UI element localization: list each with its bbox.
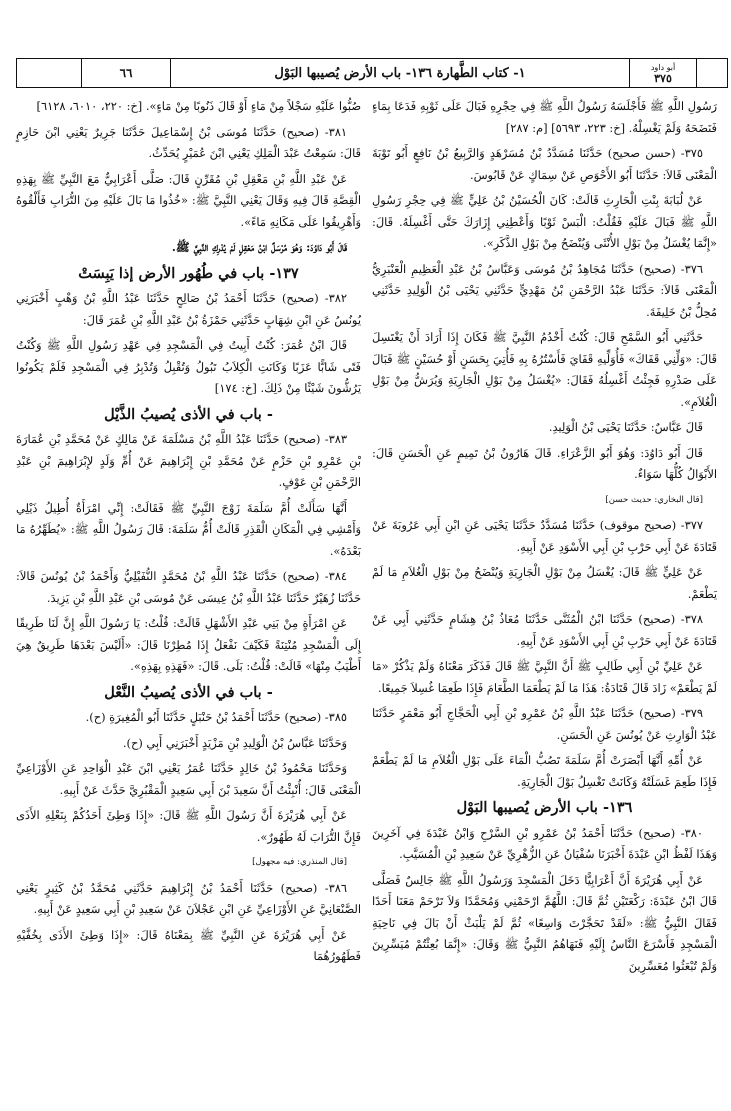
hadith-385: ٣٨٥- (صحيح) حَدَّثَنَا أَحْمَدُ بْنُ حَنْبَلٍ حَدَّثَنَا أَبُو الْمُغِيرَةِ (ح). (85, 710, 347, 724)
hadith-382: ٣٨٢- (صحيح) حَدَّثَنَا أَحْمَدُ بْنُ صَالِحٍ حَدَّثَنَا عَبْدُ اللَّهِ بْنُ وَهْبٍ أَخْبَرَنِي يُونُسُ عَنِ ابْنِ شِهَابٍ حَدَّثَنِي حَمْزَةُ بْنُ عَبْدِ اللَّهِ بْنِ عُمَرَ قَالَ: (16, 291, 361, 327)
hadith-377: ٣٧٧- (صحيح موقوف) حَدَّثَنَا مُسَدَّدٌ حَدَّثَنَا يَحْيَى عَنِ ابْنِ أَبِي عَرُوبَةَ عَنْ قَتَادَةَ عَنْ أَبِي حَرْبِ بْنِ أَبِي الأَسْوَدِ عَنْ أَبِيهِ. (372, 518, 717, 554)
paragraph: عَنْ أَبِي هُرَيْرَةَ عَنِ النَّبِيِّ ﷺ بِمَعْنَاهُ قَالَ: «إِذَا وَطِئَ الأَذَى بِخُفَّيْهِ فَطَهُورُهُمَا (16, 927, 361, 963)
hadith-378: ٣٧٨- (صحيح) حَدَّثَنَا ابْنُ الْمُثَنَّى حَدَّثَنَا مُعَاذُ بْنُ هِشَامٍ حَدَّثَنِي أَبِي عَنْ قَتَادَةَ عَنْ أَبِي حَرْبِ بْنِ أَبِي الأَسْوَدِ عَنْ أَبِيهِ. (372, 612, 717, 648)
left-column (16, 96, 361, 972)
chapter-heading-hem: - باب في الأذى يُصيبُ الذَّيْل (104, 405, 273, 423)
paragraph: عَنِ امْرَأَةٍ مِنْ بَنِي عَبْدِ الأَشْهَلِ قَالَتْ: قُلْتُ: يَا رَسُولَ اللَّهِ إِنَّ لَنَا طَرِيقًا إِلَى الْمَسْجِدِ مُنْتِنَةً فَكَيْفَ نَفْعَلُ إِذَا مُطِرْنَا قَالَ: «أَلَيْسَ بَعْدَهَا طَرِيقٌ هِيَ أَطْيَبُ مِنْهَا» قَالَتْ: قُلْتُ: بَلَى. قَالَ: «فَهَذِهِ بِهَذِهِ». (16, 616, 361, 673)
hadith-376: ٣٧٦- (صحيح) حَدَّثَنَا مُجَاهِدُ بْنُ مُوسَى وَعَبَّاسُ بْنُ عَبْدِ الْعَظِيمِ الْعَنْبَرِيُّ الْمَعْنَى قَالاَ: حَدَّثَنَا عَبْدُ الرَّحْمَنِ بْنُ مَهْدِيٍّ حَدَّثَنِي يَحْيَى بْنُ الْوَلِيدِ حَدَّثَنِي مُحِلُّ بْنُ خَلِيفَةَ. (372, 261, 717, 319)
paragraph: أَنَّهَا سَأَلَتْ أُمَّ سَلَمَةَ زَوْجَ النَّبِيِّ ﷺ فَقَالَتْ: إِنِّي امْرَأَةٌ أُطِيلُ ذَيْلِي وَأَمْشِي فِي الْمَكَانِ الْقَذِرِ قَالَتْ أُمُّ سَلَمَةَ: قَالَ رَسُولُ اللَّهِ ﷺ: «يُطَهِّرُهُ مَا بَعْدَهُ». (16, 500, 361, 558)
abu-dawud-comment: قَالَ أَبُو دَاوُدَ: وَهُوَ مُرْسَلٌ ابْنُ مَعْقِلٍ لَمْ يُدْرِكِ النَّبِيَّ ﷺ. (171, 240, 347, 254)
paragraph: حَدَّثَنِي أَبُو السَّمْحِ قَالَ: كُنْتُ أَخْدُمُ النَّبِيَّ ﷺ فَكَانَ إِذَا أَرَادَ أَنْ يَغْتَسِلَ قَالَ: «وَلِّنِي قَفَاكَ» فَأُوَلِّيهِ قَفَايَ فَأَسْتُرُهُ بِهِ فَأُتِيَ بِحَسَنٍ أَوْ حُسَيْنٍ ﷺ فَبَالَ عَلَى صَدْرِهِ فَجِئْتُ أَغْسِلُهُ فَقَالَ: «يُغْسَلُ مِنْ بَوْلِ الْجَارِيَةِ وَيُرَشُّ مِنْ بَوْلِ الْغُلاَمِ». (372, 330, 717, 409)
paragraph: عَنْ عَبْدِ اللَّهِ بْنِ مَعْقِلِ بْنِ مُقَرِّنٍ قَالَ: صَلَّى أَعْرَابِيٌّ مَعَ النَّبِيِّ ﷺ بِهَذِهِ الْقِصَّةِ قَالَ فِيهِ وَقَالَ يَعْنِي النَّبِيَّ ﷺ: «خُذُوا مَا بَالَ عَلَيْهِ مِنَ التُّرَابِ فَأَلْقُوهُ وَأَهْرِيقُوا عَلَى مَكَانِهِ مَاءً». (16, 171, 361, 229)
paragraph: عَنْ عَلِيِّ بْنِ أَبِي طَالِبٍ ﷺ أَنَّ النَّبِيَّ ﷺ قَالَ فَذَكَرَ مَعْنَاهُ وَلَمْ يَذْكُرْ «مَا لَمْ يَطْعَمْ» زَادَ قَالَ قَتَادَةُ: هَذَا مَا لَمْ يَطْعَمَا الطَّعَامَ فَإِذَا طَعِمَا غُسِلاَ جَمِيعًا. (372, 659, 717, 695)
page-number: ٦٦ (81, 59, 170, 87)
paragraph: صُبُّوا عَلَيْهِ سَجْلاً مِنْ مَاءٍ أَوْ قَالَ ذَنُوبًا مِنْ مَاءٍ». [خ: ٢٢٠، ٦٠١٠، ٦١٢٨] (36, 99, 361, 113)
chapter-heading-sandal: - باب في الأذى يُصيبُ النَّعْل (104, 683, 273, 701)
hadith-383: ٣٨٣- (صحيح) حَدَّثَنَا عَبْدُ اللَّهِ بْنُ مَسْلَمَةَ عَنْ مَالِكٍ عَنْ مُحَمَّدِ بْنِ عُمَارَةَ بْنِ عَمْرِو بْنِ حَزْمٍ عَنْ مُحَمَّدِ بْنِ إِبْرَاهِيمَ عَنْ أُمِّ وَلَدٍ لإِبْرَاهِيمَ بْنِ عَبْدِ الرَّحْمَنِ بْنِ عَوْفٍ. (16, 432, 361, 489)
abu-dawud-comment: قَالَ أَبُو دَاوُدَ: وَهُوَ أَبُو الزَّعْرَاءِ. قَالَ هَارُونُ بْنُ تَمِيمٍ عَنِ الْحَسَنِ قَالَ: الأَبْوَالُ كُلُّهَا سَوَاءٌ. (372, 445, 717, 481)
paragraph: رَسُولِ اللَّهِ ﷺ فَأَجْلَسَهُ رَسُولُ اللَّهِ ﷺ فِي حِجْرِهِ فَبَالَ عَلَى ثَوْبِهِ فَدَعَا بِمَاءٍ فَنَضَحَهُ وَلَمْ يَغْسِلْهُ. [خ: ٢٢٣، ٥٦٩٣] [م: ٢٨٧] (372, 99, 717, 135)
paragraph: وَحَدَّثَنَا مَحْمُودُ بْنُ خَالِدٍ حَدَّثَنَا عُمَرُ يَعْنِي ابْنَ عَبْدِ الْوَاحِدِ عَنِ الأَوْزَاعِيِّ الْمَعْنَى قَالَ: أُنْبِئْتُ أَنَّ سَعِيدَ بْنَ أَبِي سَعِيدٍ الْمَقْبُرِيَّ حَدَّثَ عَنْ أَبِيهِ. (16, 761, 361, 797)
hadith-range: ٣٧٥ (654, 72, 672, 85)
paragraph: عَنْ لُبَابَةَ بِنْتِ الْحَارِثِ قَالَتْ: كَانَ الْحُسَيْنُ بْنُ عَلِيٍّ ﷺ فِي حِجْرِ رَسُولِ اللَّهِ ﷺ فَبَالَ عَلَيْهِ فَقُلْتُ: الْبَسْ ثَوْبًا وَأَعْطِنِي إِزَارَكَ حَتَّى أَغْسِلَهُ. قَالَ: «إِنَّمَا يُغْسَلُ مِنْ بَوْلِ الأُنْثَى وَيُنْضَحُ مِنْ بَوْلِ الذَّكَرِ». (372, 193, 717, 250)
chapter-heading-137: ١٣٧- باب في طُهُور الأرض إذا يَبِسَتْ (78, 264, 299, 282)
grading-note: [قال البخاري: حديث حسن] (605, 494, 703, 505)
page-header (16, 58, 728, 88)
paragraph: عَنْ أُمِّهِ أَنَّهَا أَبْصَرَتْ أُمَّ سَلَمَةَ تَصُبُّ الْمَاءَ عَلَى بَوْلِ الْغُلاَمِ مَا لَمْ يَطْعَمْ فَإِذَا طَعِمَ غَسَلَتْهُ وَكَانَتْ تَغْسِلُ بَوْلَ الْجَارِيَةِ. (372, 753, 717, 789)
right-column (372, 96, 717, 981)
paragraph: قَالَ ابْنُ عُمَرَ: كُنْتُ أَبِيتُ فِي الْمَسْجِدِ فِي عَهْدِ رَسُولِ اللَّهِ ﷺ وَكُنْتُ فَتًى شَابًّا عَزَبًا وَكَانَتِ الْكِلاَبُ تَبُولُ وَتُقْبِلُ وَتُدْبِرُ فِي الْمَسْجِدِ فَلَمْ يَكُونُوا يَرُشُّونَ شَيْئًا مِنْ ذَلِكَ. [خ: ١٧٤] (16, 338, 361, 395)
header-empty-cell-right (696, 59, 727, 87)
chapter-heading-136: ١٣٦- باب الأرض يُصيبها البَوْل (456, 799, 633, 816)
book-name: أبو داود (650, 63, 676, 72)
hadith-379: ٣٧٩- (صحيح) حَدَّثَنَا عَبْدُ اللَّهِ بْنُ عَمْرِو بْنِ أَبِي الْحَجَّاجِ أَبُو مَعْمَرٍ حَدَّثَنَا عَبْدُ الْوَارِثِ عَنْ يُونُسَ عَنِ الْحَسَنِ. (372, 706, 717, 742)
paragraph: عَنْ عَلِيٍّ ﷺ قَالَ: يُغْسَلُ مِنْ بَوْلِ الْجَارِيَةِ وَيُنْضَحُ مِنْ بَوْلِ الْغُلاَمِ مَا لَمْ يَطْعَمْ. (372, 565, 717, 601)
paragraph: عَنْ أَبِي هُرَيْرَةَ أَنَّ رَسُولَ اللَّهِ ﷺ قَالَ: «إِذَا وَطِئَ أَحَدُكُمْ بِنَعْلِهِ الأَذَى فَإِنَّ التُّرَابَ لَهُ طَهُورٌ». (16, 808, 361, 844)
hadith-386: ٣٨٦- (صحيح) حَدَّثَنَا أَحْمَدُ بْنُ إِبْرَاهِيمَ حَدَّثَنِي مُحَمَّدُ بْنُ كَثِيرٍ يَعْنِي الصَّنْعَانِيَّ عَنِ الأَوْزَاعِيِّ عَنِ ابْنِ عَجْلاَنَ عَنْ سَعِيدِ بْنِ أَبِي سَعِيدٍ عَنْ أَبِيهِ. (16, 880, 361, 916)
paragraph: قَالَ عَبَّاسٌ: حَدَّثَنَا يَحْيَى بْنُ الْوَلِيدِ. (548, 420, 703, 434)
paragraph: عَنْ أَبِي هُرَيْرَةَ أَنَّ أَعْرَابِيًّا دَخَلَ الْمَسْجِدَ وَرَسُولُ اللَّهِ ﷺ جَالِسٌ فَصَلَّى قَالَ ابْنُ عَبْدَةَ: رَكْعَتَيْنِ ثُمَّ قَالَ: اللَّهُمَّ ارْحَمْنِي وَمُحَمَّدًا وَلاَ تَرْحَمْ مَعَنَا أَحَدًا فَقَالَ النَّبِيُّ ﷺ: «لَقَدْ تَحَجَّرْتَ وَاسِعًا» ثُمَّ لَمْ يَلْبَثْ أَنْ بَالَ فِي نَاحِيَةِ الْمَسْجِدِ فَأَسْرَعَ النَّاسُ إِلَيْهِ فَنَهَاهُمُ النَّبِيُّ ﷺ وَقَالَ: «إِنَّمَا بُعِثْتُمْ مُيَسِّرِينَ وَلَمْ تُبْعَثُوا مُعَسِّرِينَ (372, 872, 717, 973)
grading-note: [قال المنذري: فيه مجهول] (252, 857, 347, 867)
header-book-cell (629, 59, 696, 87)
hadith-380: ٣٨٠- (صحيح) حَدَّثَنَا أَحْمَدُ بْنُ عَمْرِو بْنِ السَّرْحِ وَابْنُ عَبْدَةَ فِي آخَرِينَ وَهَذَا لَفْظُ ابْنِ عَبْدَةَ أَخْبَرَنَا سُفْيَانُ عَنِ الزُّهْرِيِّ عَنْ سَعِيدِ بْنِ الْمُسَيَّبِ. (372, 825, 717, 861)
header-empty-cell-left (17, 59, 81, 87)
chapter-title: ١- كتاب الطَّهارة ١٣٦- باب الأرض يُصيبها البَوْل (170, 59, 629, 87)
paragraph: وَحَدَّثَنَا عَبَّاسُ بْنُ الْوَلِيدِ بْنِ مَزْيَدٍ أَخْبَرَنِي أَبِي (ح). (122, 735, 347, 750)
hadith-384: ٣٨٤- (صحيح) حَدَّثَنَا عَبْدُ اللَّهِ بْنُ مُحَمَّدٍ النُّفَيْلِيُّ وَأَحْمَدُ بْنُ يُونُسَ قَالاَ: حَدَّثَنَا زُهَيْرٌ حَدَّثَنَا عَبْدُ اللَّهِ بْنُ عِيسَى عَنْ مُوسَى بْنِ عَبْدِ اللَّهِ بْنِ يَزِيدَ. (16, 569, 361, 605)
hadith-381: ٣٨١- (صحيح) حَدَّثَنَا مُوسَى بْنُ إِسْمَاعِيلَ حَدَّثَنَا جَرِيرٌ يَعْنِي ابْنَ حَازِمٍ قَالَ: سَمِعْتُ عَبْدَ الْمَلِكِ يَعْنِي ابْنَ عُمَيْرٍ يُحَدِّثُ. (16, 124, 361, 160)
hadith-375: ٣٧٥- (حسن صحيح) حَدَّثَنَا مُسَدَّدُ بْنُ مُسَرْهَدٍ وَالرَّبِيعُ بْنُ نَافِعٍ أَبُو تَوْبَةَ الْمَعْنَى قَالاَ: حَدَّثَنَا أَبُو الأَحْوَصِ عَنْ سِمَاكٍ عَنْ قَابُوسَ. (372, 146, 717, 182)
